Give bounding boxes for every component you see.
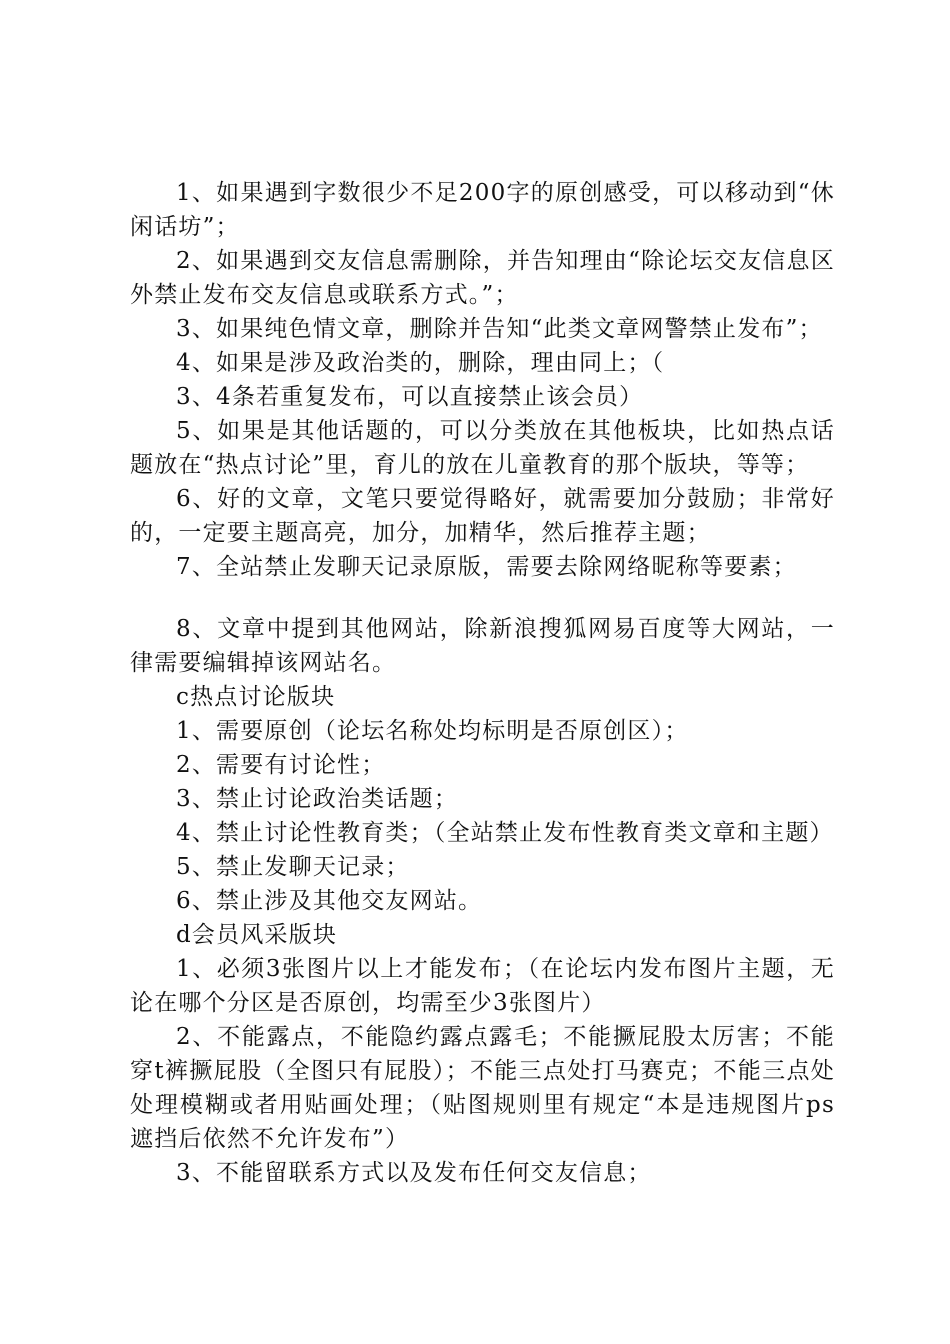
paragraph-member-rule-1: 1、必须3张图片以上才能发布；（在论坛内发布图片主题，无论在哪个分区是否原创，均需至少3张图片） bbox=[130, 956, 835, 1016]
paragraph-rule-7: 7、全站禁止发聊天记录原版，需要去除网络昵称等要素； bbox=[176, 554, 797, 580]
paragraph-rule-6: 6、好的文章，文笔只要觉得略好，就需要加分鼓励；非常好的，一定要主题高亮，加分，加精华，然后推荐主题； bbox=[130, 486, 835, 546]
paragraph-rule-8: 8、文章中提到其他网站，除新浪搜狐网易百度等大网站，一律需要编辑掉该网站名。 bbox=[130, 616, 835, 676]
paragraph-hot-rule-4: 4、禁止讨论性教育类；（全站禁止发布性教育类文章和主题） bbox=[176, 820, 834, 846]
paragraph-spacer bbox=[130, 584, 835, 612]
paragraph-rule-3: 3、如果纯色情文章，删除并告知“此类文章网警禁止发布”； bbox=[176, 316, 823, 342]
document-body bbox=[130, 176, 835, 1190]
paragraph-member-rule-3: 3、不能留联系方式以及发布任何交友信息； bbox=[176, 1160, 652, 1186]
paragraph-rule-4: 4、如果是涉及政治类的，删除，理由同上；（ bbox=[176, 350, 665, 376]
paragraph-hot-rule-5: 5、禁止发聊天记录； bbox=[176, 854, 410, 880]
paragraph-hot-rule-3: 3、禁止讨论政治类话题； bbox=[176, 786, 459, 812]
paragraph-rule-3-4-note: 3、4条若重复发布，可以直接禁止该会员） bbox=[176, 384, 644, 410]
paragraph-member-rule-2: 2、不能露点，不能隐约露点露毛；不能撅屁股太厉害；不能穿t裤撅屁股（全图只有屁股）；不能三点处打马赛克；不能三点处处理模糊或者用贴画处理；（贴图规则里有规定“本是违规图片ps遮挡后依然不允许发布”） bbox=[130, 1024, 835, 1152]
paragraph-hot-rule-2: 2、需要有讨论性； bbox=[176, 752, 386, 778]
paragraph-hot-rule-1: 1、需要原创（论坛名称处均标明是否原创区）； bbox=[176, 718, 689, 744]
section-heading-hot-topics: c热点讨论版块 bbox=[176, 684, 336, 710]
paragraph-rule-5: 5、如果是其他话题的，可以分类放在其他板块，比如热点话题放在“热点讨论”里，育儿的放在儿童教育的那个版块，等等； bbox=[130, 418, 835, 478]
paragraph-rule-2: 2、如果遇到交友信息需删除，并告知理由“除论坛交友信息区外禁止发布交友信息或联系方式。”； bbox=[130, 248, 835, 308]
section-heading-member-showcase: d会员风采版块 bbox=[176, 922, 338, 948]
paragraph-rule-1: 1、如果遇到字数很少不足200字的原创感受，可以移动到“休闲话坊”； bbox=[130, 180, 835, 240]
paragraph-hot-rule-6: 6、禁止涉及其他交友网站。 bbox=[176, 888, 483, 914]
